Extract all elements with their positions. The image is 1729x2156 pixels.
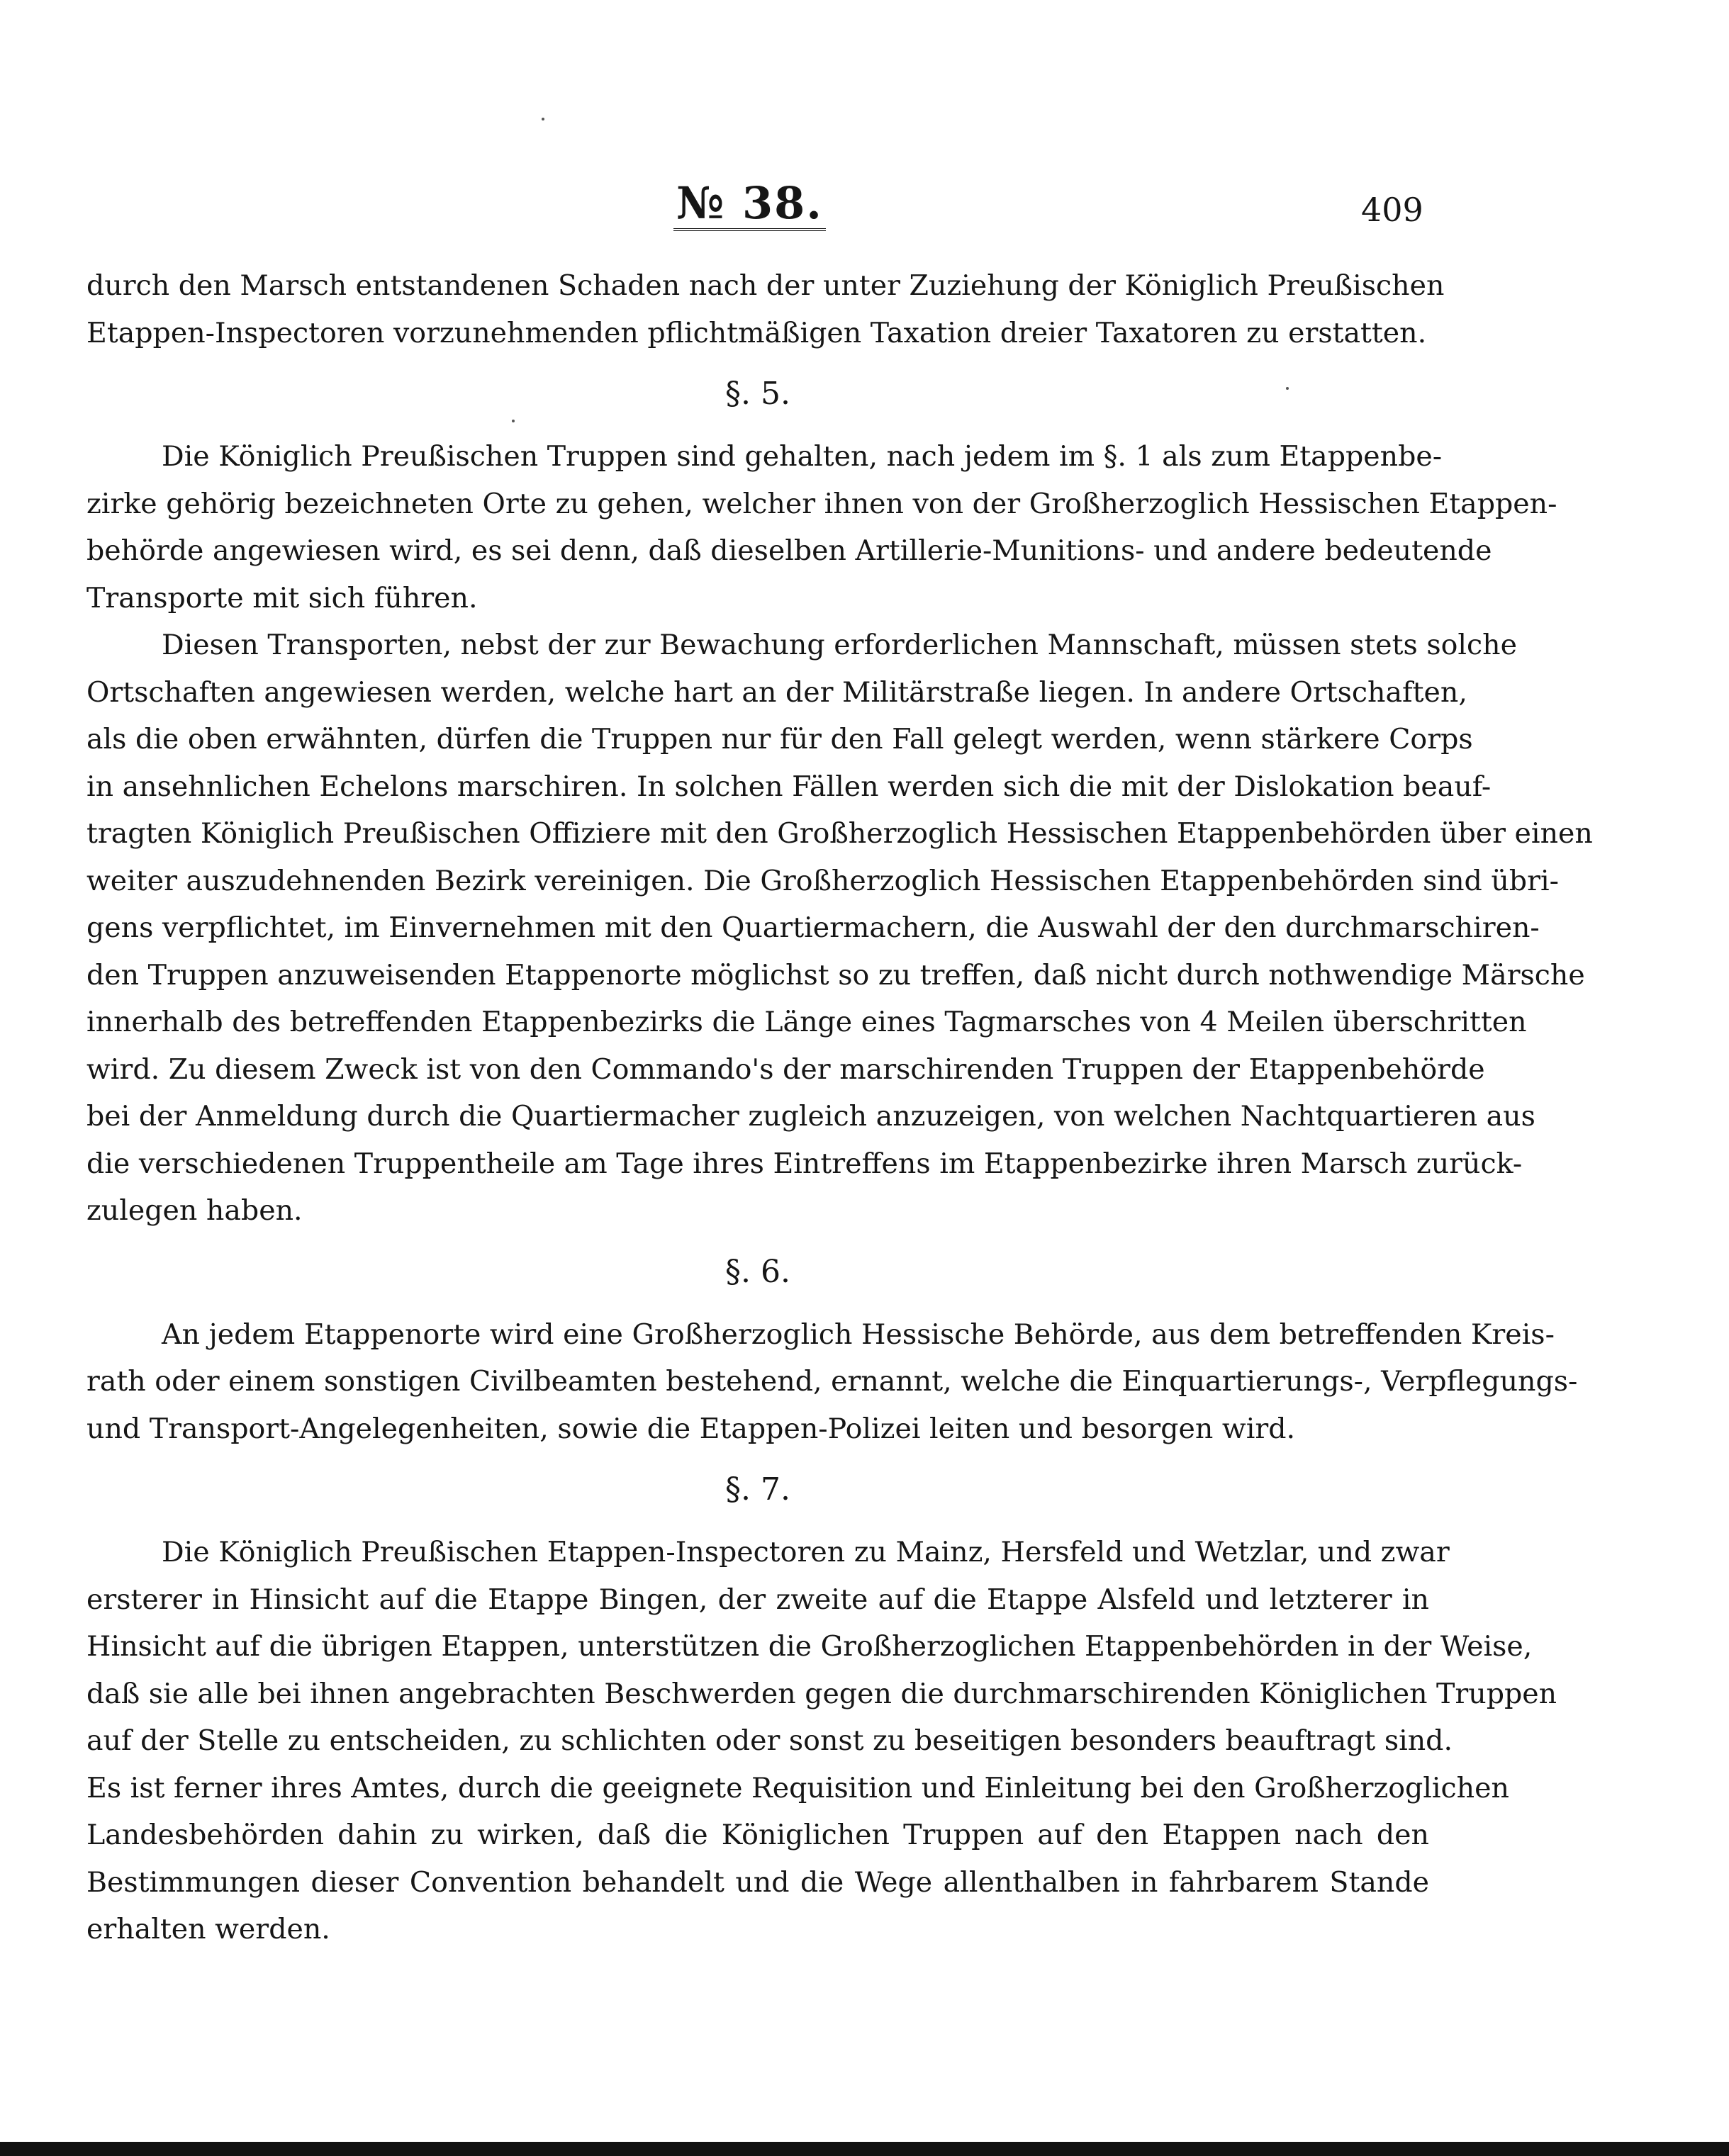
section-heading: §. 7. — [725, 1471, 790, 1507]
text-line: innerhalb des betreffenden Etappenbezirks die Länge eines Tagmarsches von 4 Meilen überschritten — [86, 1006, 1527, 1038]
text-line: behörde angewiesen wird, es sei denn, daß dieselben Artillerie-Munitions- und andere bedeutende — [86, 534, 1492, 567]
text-line: Etappen-Inspectoren vorzunehmenden pflichtmäßigen Taxation dreier Taxatoren zu erstatten. — [86, 316, 1427, 349]
text-line: tragten Königlich Preußischen Offiziere mit den Großherzoglich Hessischen Etappenbehörden über einen — [86, 817, 1593, 850]
text-line: als die oben erwähnten, dürfen die Truppen nur für den Fall gelegt werden, wenn stärkere Corps — [86, 723, 1473, 756]
text-line: daß sie alle bei ihnen angebrachten Beschwerden gegen die durchmarschirenden Königlichen Truppen — [86, 1677, 1557, 1710]
body-text — [86, 262, 1593, 1953]
document-number: № 38. — [673, 179, 826, 231]
text-line: Diesen Transporten, nebst der zur Bewachung erforderlichen Mannschaft, müssen stets solche — [162, 629, 1517, 661]
scan-edge-bar — [0, 2142, 1729, 2156]
scan-speck — [512, 420, 515, 422]
section-heading: §. 5. — [725, 376, 790, 412]
text-line: Bestimmungen dieser Convention behandelt und die Wege allenthalben in fahrbarem Stande — [86, 1865, 1429, 1899]
text-line: die verschiedenen Truppentheile am Tage ihres Eintreffens im Etappenbezirke ihren Marsch zurück- — [86, 1147, 1523, 1180]
text-line: Es ist ferner ihres Amtes, durch die geeignete Requisition und Einleitung bei den Großherzoglichen — [86, 1771, 1509, 1804]
text-line: durch den Marsch entstandenen Schaden nach der unter Zuziehung der Königlich Preußischen — [86, 269, 1445, 302]
scan-speck — [542, 118, 544, 120]
text-line: Transporte mit sich führen. — [86, 581, 478, 614]
text-line: Die Königlich Preußischen Etappen-Inspectoren zu Mainz, Hersfeld und Wetzlar, und zwar — [162, 1536, 1450, 1568]
text-line: wird. Zu diesem Zweck ist von den Commando's der marschirenden Truppen der Etappenbehörde — [86, 1052, 1485, 1086]
text-line: Hinsicht auf die übrigen Etappen, unterstützen die Großherzoglichen Etappenbehörden in der Weise, — [86, 1630, 1533, 1663]
section-heading: §. 6. — [725, 1253, 790, 1290]
text-line: Die Königlich Preußischen Truppen sind gehalten, nach jedem im §. 1 als zum Etappenbe- — [162, 440, 1443, 473]
paragraph — [86, 1311, 1578, 1453]
text-line: zulegen haben. — [86, 1194, 303, 1227]
text-line: weiter auszudehnenden Bezirk vereinigen. Die Großherzoglich Hessischen Etappenbehörden sind übri- — [86, 864, 1559, 897]
text-line: An jedem Etappenorte wird eine Großherzoglich Hessische Behörde, aus dem betreffenden Kreis- — [162, 1318, 1555, 1351]
text-line: in ansehnlichen Echelons marschiren. In solchen Fällen werden sich die mit der Dislokation beauf- — [86, 770, 1492, 803]
text-line: gens verpflichtet, im Einvernehmen mit den Quartiermachern, die Auswahl der den durchmarschiren- — [86, 911, 1540, 944]
text-line: den Truppen anzuweisenden Etappenorte möglichst so zu treffen, daß nicht durch nothwendige Märsche — [86, 958, 1585, 992]
text-line: Ortschaften angewiesen werden, welche hart an der Militärstraße liegen. In andere Ortschaften, — [86, 675, 1467, 709]
text-line: auf der Stelle zu entscheiden, zu schlichten oder sonst zu beseitigen besonders beauftragt sind. — [86, 1724, 1453, 1757]
paragraph — [86, 1529, 1557, 1953]
paragraph — [86, 433, 1557, 622]
text-line: bei der Anmeldung durch die Quartiermacher zugleich anzuzeigen, von welchen Nachtquartieren aus — [86, 1100, 1535, 1133]
paragraph — [86, 262, 1445, 356]
text-line: zirke gehörig bezeichneten Orte zu gehen, welcher ihnen von der Großherzoglich Hessischen Etappen- — [86, 487, 1557, 520]
text-line: rath oder einem sonstigen Civilbeamten bestehend, ernannt, welche die Einquartierungs-, Verpflegungs- — [86, 1365, 1578, 1398]
page-number: 409 — [1361, 191, 1423, 229]
text-line: Landesbehörden dahin zu wirken, daß die Königlichen Truppen auf den Etappen nach den — [86, 1819, 1429, 1851]
scan-speck — [1286, 387, 1289, 390]
paragraph — [86, 622, 1593, 1235]
text-line: ersterer in Hinsicht auf die Etappe Bingen, der zweite auf die Etappe Alsfeld und letzterer in — [86, 1583, 1429, 1616]
text-line: erhalten werden. — [86, 1913, 330, 1946]
text-line: und Transport-Angelegenheiten, sowie die Etappen-Polizei leiten und besorgen wird. — [86, 1412, 1296, 1445]
